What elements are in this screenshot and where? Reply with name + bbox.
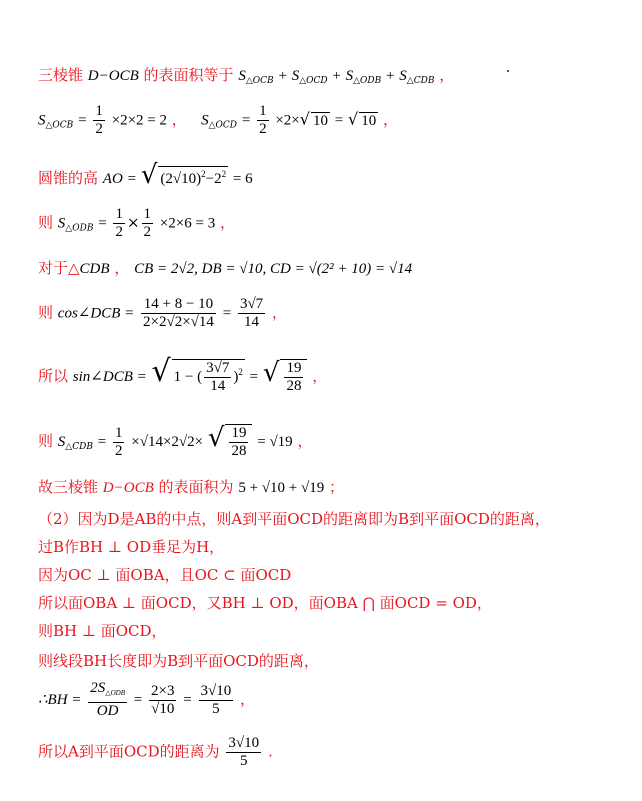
sqrt (280, 359, 307, 395)
math: CB = 2√2, DB = √10, CD = √(2² + 10) = √14 (134, 261, 413, 277)
denominator: 5 (240, 753, 248, 769)
math-S: S (57, 434, 66, 450)
sqrt: 10 (312, 112, 328, 129)
math-S: S (345, 68, 354, 84)
fraction (204, 360, 231, 395)
equals: = (183, 692, 192, 708)
math: = √19 (257, 434, 293, 450)
math-S: S (291, 68, 300, 84)
oc-perp-plane: 因为OC ⊥ 面OBA，且OC ⊂ 面OCD (38, 566, 292, 584)
fraction (284, 360, 303, 395)
denominator: 28 (231, 442, 247, 459)
comma: ， (439, 66, 455, 84)
numerator: 19 (231, 424, 247, 441)
numerator: 3√10 (228, 735, 260, 751)
math: ×√14×2√2× (131, 434, 204, 450)
equals: = (334, 112, 344, 129)
plus: + (278, 68, 287, 84)
equals: = (133, 692, 143, 708)
denominator: OD (96, 703, 119, 719)
equals: = (97, 434, 107, 450)
text: 的表面积等于 (143, 66, 234, 84)
denominator: 14 (244, 314, 260, 330)
numerator: 19 (286, 359, 302, 376)
fraction (141, 296, 216, 331)
denominator: 28 (286, 377, 302, 394)
denominator: 2 (95, 121, 103, 137)
equals: = (222, 305, 232, 322)
exponent: 2 (238, 367, 243, 377)
bh-length (38, 680, 255, 720)
equals: = (249, 369, 259, 385)
text: 所以 (38, 367, 69, 385)
fraction (229, 425, 248, 460)
surface-area-statement (38, 64, 454, 86)
cos-dcb (38, 296, 287, 331)
math: D−OCB (87, 68, 139, 84)
math-S: S (57, 215, 66, 232)
math-S: S (238, 68, 246, 84)
math: AO (102, 171, 123, 187)
denominator: 2×2√2×√14 (143, 314, 214, 330)
area-cdb: 则 $S_{\triangle CDB}$ = $\frac{1}{2}$ ×√14×2√2× √ $\frac{19}{28}$ = √19 ， (38, 423, 313, 459)
equals: = (241, 112, 251, 129)
sqrt (225, 424, 252, 460)
bh-perp-plane: 则BH ⊥ 面OCD， (38, 622, 167, 640)
math: ×2×2 = 2 (111, 112, 168, 129)
sin-dcb: 所以 sin∠DCB = √ 1 − ( $\frac{3√7}{14}$ )$^2$ = √ $\frac{19}{28}$ ， (38, 354, 328, 395)
numerator (88, 680, 127, 703)
fraction (226, 735, 261, 770)
fraction (93, 103, 105, 138)
exponent: 2 (201, 169, 206, 179)
sqrt: 10 (361, 112, 377, 129)
denominator: 14 (210, 378, 226, 395)
fraction (238, 296, 265, 331)
math: sin∠DCB = (72, 369, 147, 385)
equals: = (127, 171, 137, 187)
math-S: S (201, 112, 209, 129)
math: ×2× (275, 112, 300, 129)
numerator: 1 (259, 103, 267, 119)
subscript: △ODB (353, 76, 382, 86)
subscript: △ODB (65, 223, 94, 234)
surface-area-result (38, 476, 344, 497)
text: 故三棱锥 (38, 478, 99, 496)
fraction (149, 683, 176, 718)
text: 则 (38, 432, 54, 450)
text: 则 (38, 303, 54, 322)
math: = 6 (232, 171, 253, 187)
draw-bh: 过B作BH ⊥ OD垂足为H， (38, 538, 225, 556)
fraction (88, 680, 127, 720)
sqrt: $(2√10)^2-2^2$ (158, 166, 228, 188)
comma: ， (220, 213, 236, 232)
sqrt: 1 − ( $\frac{3√7}{14}$ )$^2$ (173, 360, 243, 395)
numerator: 3√7 (206, 360, 230, 377)
numerator: 1 (95, 103, 103, 119)
math: CDB (79, 261, 110, 277)
exponent: 2 (221, 169, 227, 179)
comma: ， (271, 303, 287, 322)
denominator: 5 (212, 700, 220, 717)
denominator: 2 (143, 224, 152, 240)
numerator: 2×3 (151, 682, 175, 699)
cone-height: 圆锥的高 AO = √ $(2√10)^2-2^2 = 6$ (38, 160, 253, 190)
subscript: △OCB (245, 76, 274, 86)
math: ×2×6 = 3 (159, 215, 216, 232)
denominator: 2 (115, 224, 123, 240)
area-ocb-ocd: $S_{\triangle OCB}$ = $\frac{1}{2}$ ×2×2 = 2 ， $S_{\triangle OCD}$ = $\frac{1}{2}$ ×2×√ 10 = √ 10 ， (38, 103, 398, 137)
stray-dot (507, 70, 509, 72)
comma: ， (114, 259, 130, 277)
numerator: 1 (143, 206, 152, 222)
subscript: △OCD (299, 76, 328, 86)
final-distance (38, 735, 273, 770)
denominator: √10 (151, 700, 175, 717)
fraction (142, 206, 154, 241)
text: 对于△ (38, 259, 80, 277)
math: 1 − (173, 369, 194, 385)
subscript: △OCB (45, 120, 74, 131)
text: 所以A到平面OCD的距离为 (38, 742, 220, 761)
comma: ， (382, 110, 398, 129)
denominator: 2 (114, 442, 123, 459)
math: D−OCB (102, 480, 154, 496)
subscript: △CDB (65, 442, 93, 452)
fraction (113, 206, 125, 241)
math: 5 + √10 + √19 (238, 480, 325, 496)
text: 的表面积为 (158, 478, 234, 496)
plus: + (386, 68, 395, 84)
equals: = (78, 112, 87, 129)
numerator: 3√7 (239, 296, 264, 312)
comma: ， (171, 110, 187, 129)
math: ∴BH = (38, 692, 82, 708)
subscript: △OCD (208, 120, 238, 131)
denominator: 2 (259, 121, 267, 137)
numerator: 1 (114, 424, 123, 441)
math: −2 (205, 171, 222, 187)
numerator: 3√10 (200, 682, 232, 699)
math: 2S (90, 680, 106, 696)
text: 圆锥的高 (38, 169, 99, 187)
part2-intro: （2）因为D是AB的中点，则A到平面OCD的距离即为B到平面OCD的距离， (38, 510, 550, 528)
triangle-cdb-sides (38, 257, 412, 278)
plus: + (332, 68, 341, 84)
equals: = (98, 215, 107, 232)
math: 2√10 (165, 171, 197, 187)
text: 三棱锥 (38, 66, 84, 84)
subscript: △CDB (406, 76, 435, 86)
math-S: S (399, 68, 407, 84)
text: 则 (38, 213, 54, 232)
semicolon: ； (329, 478, 345, 496)
comma: ， (240, 690, 256, 708)
planes-perp: 所以面OBA ⊥ 面OCD，又BH ⊥ OD，面OBA ⋂ 面OCD = OD， (38, 594, 492, 612)
bh-distance: 则线段BH长度即为B到平面OCD的距离， (38, 652, 319, 670)
fraction (257, 103, 269, 138)
area-odb: 则 $S_{\triangle ODB}$ = $\frac{1}{2}$ × $\frac{1}{2}$ ×2×6 = 3 ， (38, 206, 236, 240)
math-S: S (38, 112, 46, 129)
math: cos∠DCB = (57, 305, 135, 322)
fraction (113, 425, 125, 460)
subscript: △ODB (105, 689, 125, 697)
numerator: 1 (115, 206, 123, 222)
numerator: 14 + 8 − 10 (141, 296, 216, 314)
fraction (199, 683, 234, 718)
comma: ， (297, 432, 313, 450)
comma: ， (312, 367, 328, 385)
period: . (267, 742, 273, 761)
